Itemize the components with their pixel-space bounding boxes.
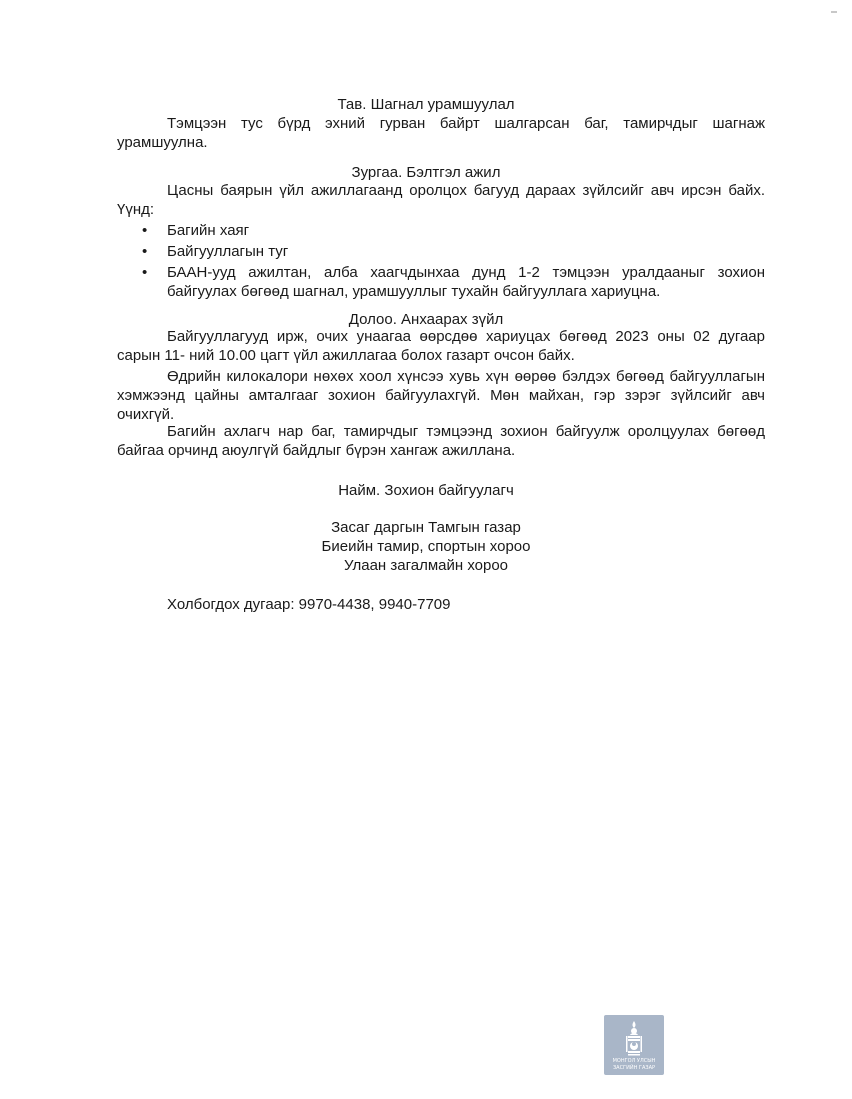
government-seal	[604, 1015, 664, 1075]
section5-line-2: урамшуулна.	[117, 134, 208, 151]
section8-title: Найм. Зохион байгуулагч	[338, 482, 514, 499]
organizer-1: Засаг даргын Тамгын газар	[331, 519, 521, 536]
section7-paragraph-1	[117, 327, 765, 365]
section6-paragraph	[117, 181, 765, 219]
section5-line-1: Тэмцээн тус бүрд эхний гурван байрт шалгарсан баг, тамирчдыг шагнаж	[167, 115, 765, 132]
list-item-text: Байгууллагын туг	[167, 243, 289, 260]
section7-paragraph-2	[117, 367, 765, 424]
section7-title: Долоо. Анхаарах зүйл	[348, 311, 504, 328]
list-item-text: Багийн хаяг	[167, 222, 250, 239]
section5-title: Тав. Шагнал урамшуулал	[337, 96, 515, 113]
list-item-text: байгуулах бөгөөд шагнал, урамшууллыг тухайн байгууллага хариуцна.	[167, 283, 661, 300]
contact-phone: Холбогдох дугаар: 9970-4438, 9940-7709	[167, 596, 451, 613]
list-item	[117, 263, 765, 301]
section6-list	[117, 221, 765, 303]
list-item	[117, 221, 765, 240]
section7-p1-line-2: сарын 11- ний 10.00 цагт үйл ажиллагаа болох газарт очсон байх.	[117, 347, 575, 364]
section7-p1-line-1: Байгууллагууд ирж, очих унаагаа өөрсдөө хариуцах бөгөөд 2023 оны 02 дугаар	[167, 328, 765, 345]
section5-paragraph	[117, 114, 765, 152]
section6-line-2: Үүнд:	[117, 201, 155, 218]
section6-title: Зургаа. Бэлтгэл ажил	[351, 164, 501, 181]
list-item	[117, 242, 765, 261]
section7-p3-line-1: Багийн ахлагч нар баг, тамирчдыг тэмцээнд зохион байгуулж оролцуулах бөгөөд	[167, 423, 765, 440]
bullet-icon: •	[142, 264, 148, 281]
scan-mark	[831, 11, 837, 13]
list-item-text: БААН-ууд ажилтан, алба хаагчдынхаа дунд 1-2 тэмцээн уралдааныг зохион	[167, 264, 765, 281]
seal-text-line-1: МОНГОЛ УЛСЫН	[612, 1058, 656, 1064]
section7-p2-line-1: Өдрийн килокалори нөхөх хоол хүнсээ хувь хүн өөрөө бэлдэх бөгөөд байгууллагын	[167, 368, 765, 385]
bullet-icon: •	[142, 222, 148, 239]
section7-p3-line-2: байгаа орчинд аюулгүй байдлыг бүрэн хангаж ажиллана.	[117, 442, 516, 459]
section6-line-1: Цасны баярын үйл ажиллагаанд оролцох багууд дараах зүйлсийг авч ирсэн байх.	[167, 182, 765, 199]
seal-text-line-2: ЗАСГИЙН ГАЗАР	[612, 1065, 656, 1071]
section7-paragraph-3	[117, 422, 765, 460]
organizer-3: Улаан загалмайн хороо	[343, 557, 509, 574]
section7-p2-line-3: очихгүй.	[117, 406, 175, 423]
organizer-2: Биеийн тамир, спортын хороо	[321, 538, 531, 555]
section7-p2-line-2: хэмжээнд цайны амталгааг зохион байгуулахгүй. Мөн майхан, гэр зэрэг зүйлсийг авч	[117, 387, 765, 404]
bullet-icon: •	[142, 243, 148, 260]
